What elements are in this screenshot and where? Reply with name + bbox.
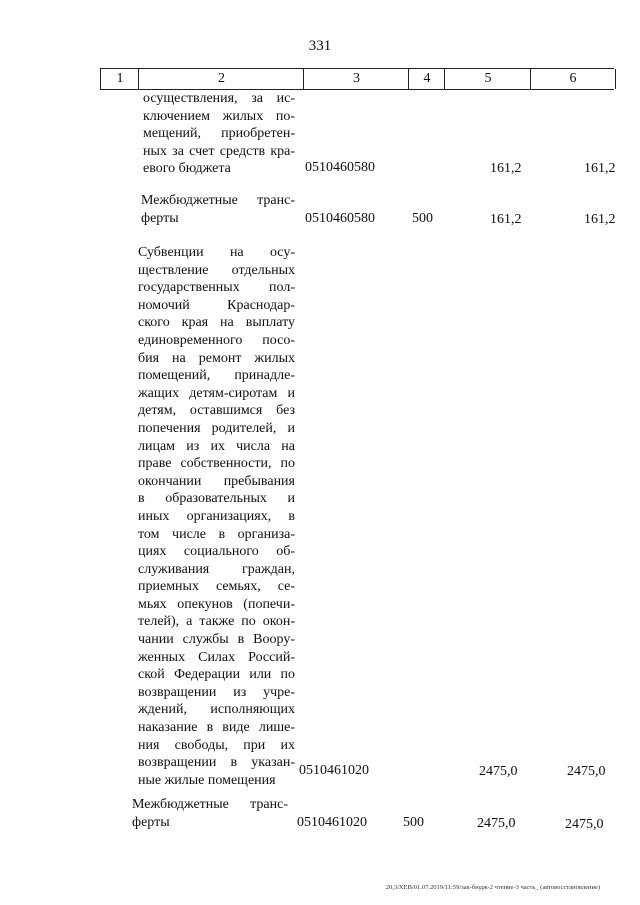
- description-line: женных Силах Россий-: [138, 649, 295, 665]
- description-line: ния свободы, при их: [138, 737, 295, 753]
- description-line: чании службы в Вoору-: [138, 632, 295, 648]
- description-line: мьях опекунов (попечи-: [138, 596, 295, 612]
- page-number: 331: [308, 38, 332, 54]
- description-line: Субвенции на осу-: [138, 245, 295, 260]
- description-line: ные жилые помещения: [138, 772, 276, 788]
- description-line: циях социального об-: [138, 544, 295, 560]
- description-line: Межбюджетные транс-: [141, 193, 295, 208]
- description-line: приемных семьях, се-: [138, 579, 295, 595]
- description-line: ществление отдельных: [138, 262, 295, 278]
- description-line: возвращении из учре-: [138, 684, 295, 700]
- description-line: ждений, исполняющих: [138, 702, 295, 718]
- description-line: окончании пребывания: [138, 473, 295, 489]
- description-line: в образовательных и: [138, 491, 295, 507]
- description-line: том числе в организа-: [138, 526, 295, 542]
- description-line: единовременного посо-: [138, 332, 295, 348]
- description-line: ферты: [141, 210, 179, 226]
- row-amount-col6: 161,2: [584, 212, 616, 227]
- row-amount-col6: 2475,0: [565, 817, 604, 832]
- row-description: [143, 90, 295, 178]
- row-description: [141, 192, 295, 227]
- description-line: лицам из их числа на: [138, 438, 295, 454]
- document-footer: 20,3/ХЕВ/01.07.2019/11:59/зак-бюдж-2 чтение-3 часть_ (автовосстановление): [385, 884, 600, 891]
- description-line: жащих детям-сиротам и: [138, 385, 295, 401]
- description-line: детям, оставшимся без: [138, 403, 295, 419]
- description-line: служивания граждан,: [138, 561, 295, 577]
- column-header-5: 5: [444, 69, 531, 89]
- row-amount-col5: 2475,0: [477, 816, 516, 831]
- column-header-row: [100, 68, 614, 90]
- row-amount-col5: 161,2: [490, 161, 522, 176]
- row-code: 0510461020: [297, 815, 367, 830]
- column-header-6: 6: [530, 69, 616, 89]
- row-amount-col6: 2475,0: [567, 764, 606, 779]
- column-header-1: 1: [100, 69, 139, 89]
- row-type: 500: [412, 211, 433, 226]
- row-amount-col5: 161,2: [490, 212, 522, 227]
- description-line: возвращении в указан-: [138, 755, 295, 771]
- description-line: государственных пол-: [138, 280, 295, 296]
- description-line: ферты: [132, 814, 170, 830]
- description-line: телей), а также по окон-: [138, 614, 295, 630]
- description-line: Межбюджетные транс-: [132, 797, 288, 812]
- column-header-4: 4: [408, 69, 445, 89]
- description-line: помещений, принадле-: [138, 368, 295, 384]
- row-amount-col6: 161,2: [584, 161, 616, 176]
- description-line: ключением жилых по-: [143, 108, 295, 124]
- description-line: номочий Краснодар-: [138, 297, 295, 313]
- description-line: бия на ремонт жилых: [138, 350, 295, 366]
- row-description: [132, 796, 288, 831]
- description-line: евого бюджета: [143, 161, 231, 177]
- description-line: попечения родителей, и: [138, 420, 295, 436]
- row-code: 0510460580: [305, 160, 375, 175]
- description-line: ных за счет средств кра-: [143, 143, 295, 159]
- description-line: ской Федерации или по: [138, 667, 295, 683]
- column-header-3: 3: [303, 69, 409, 89]
- description-line: наказание в виде лише-: [138, 720, 295, 736]
- row-code: 0510460580: [305, 211, 375, 226]
- column-header-2: 2: [138, 69, 304, 89]
- description-line: ского края на выплату: [138, 315, 295, 331]
- description-line: иных организациях, в: [138, 508, 295, 524]
- row-description: [138, 244, 295, 789]
- row-amount-col5: 2475,0: [479, 764, 518, 779]
- description-line: праве собственности, по: [138, 456, 295, 472]
- row-code: 0510461020: [299, 763, 369, 778]
- description-line: осуществления, за ис-: [143, 91, 295, 106]
- row-type: 500: [403, 815, 424, 830]
- description-line: мещений, приобретен-: [143, 126, 295, 142]
